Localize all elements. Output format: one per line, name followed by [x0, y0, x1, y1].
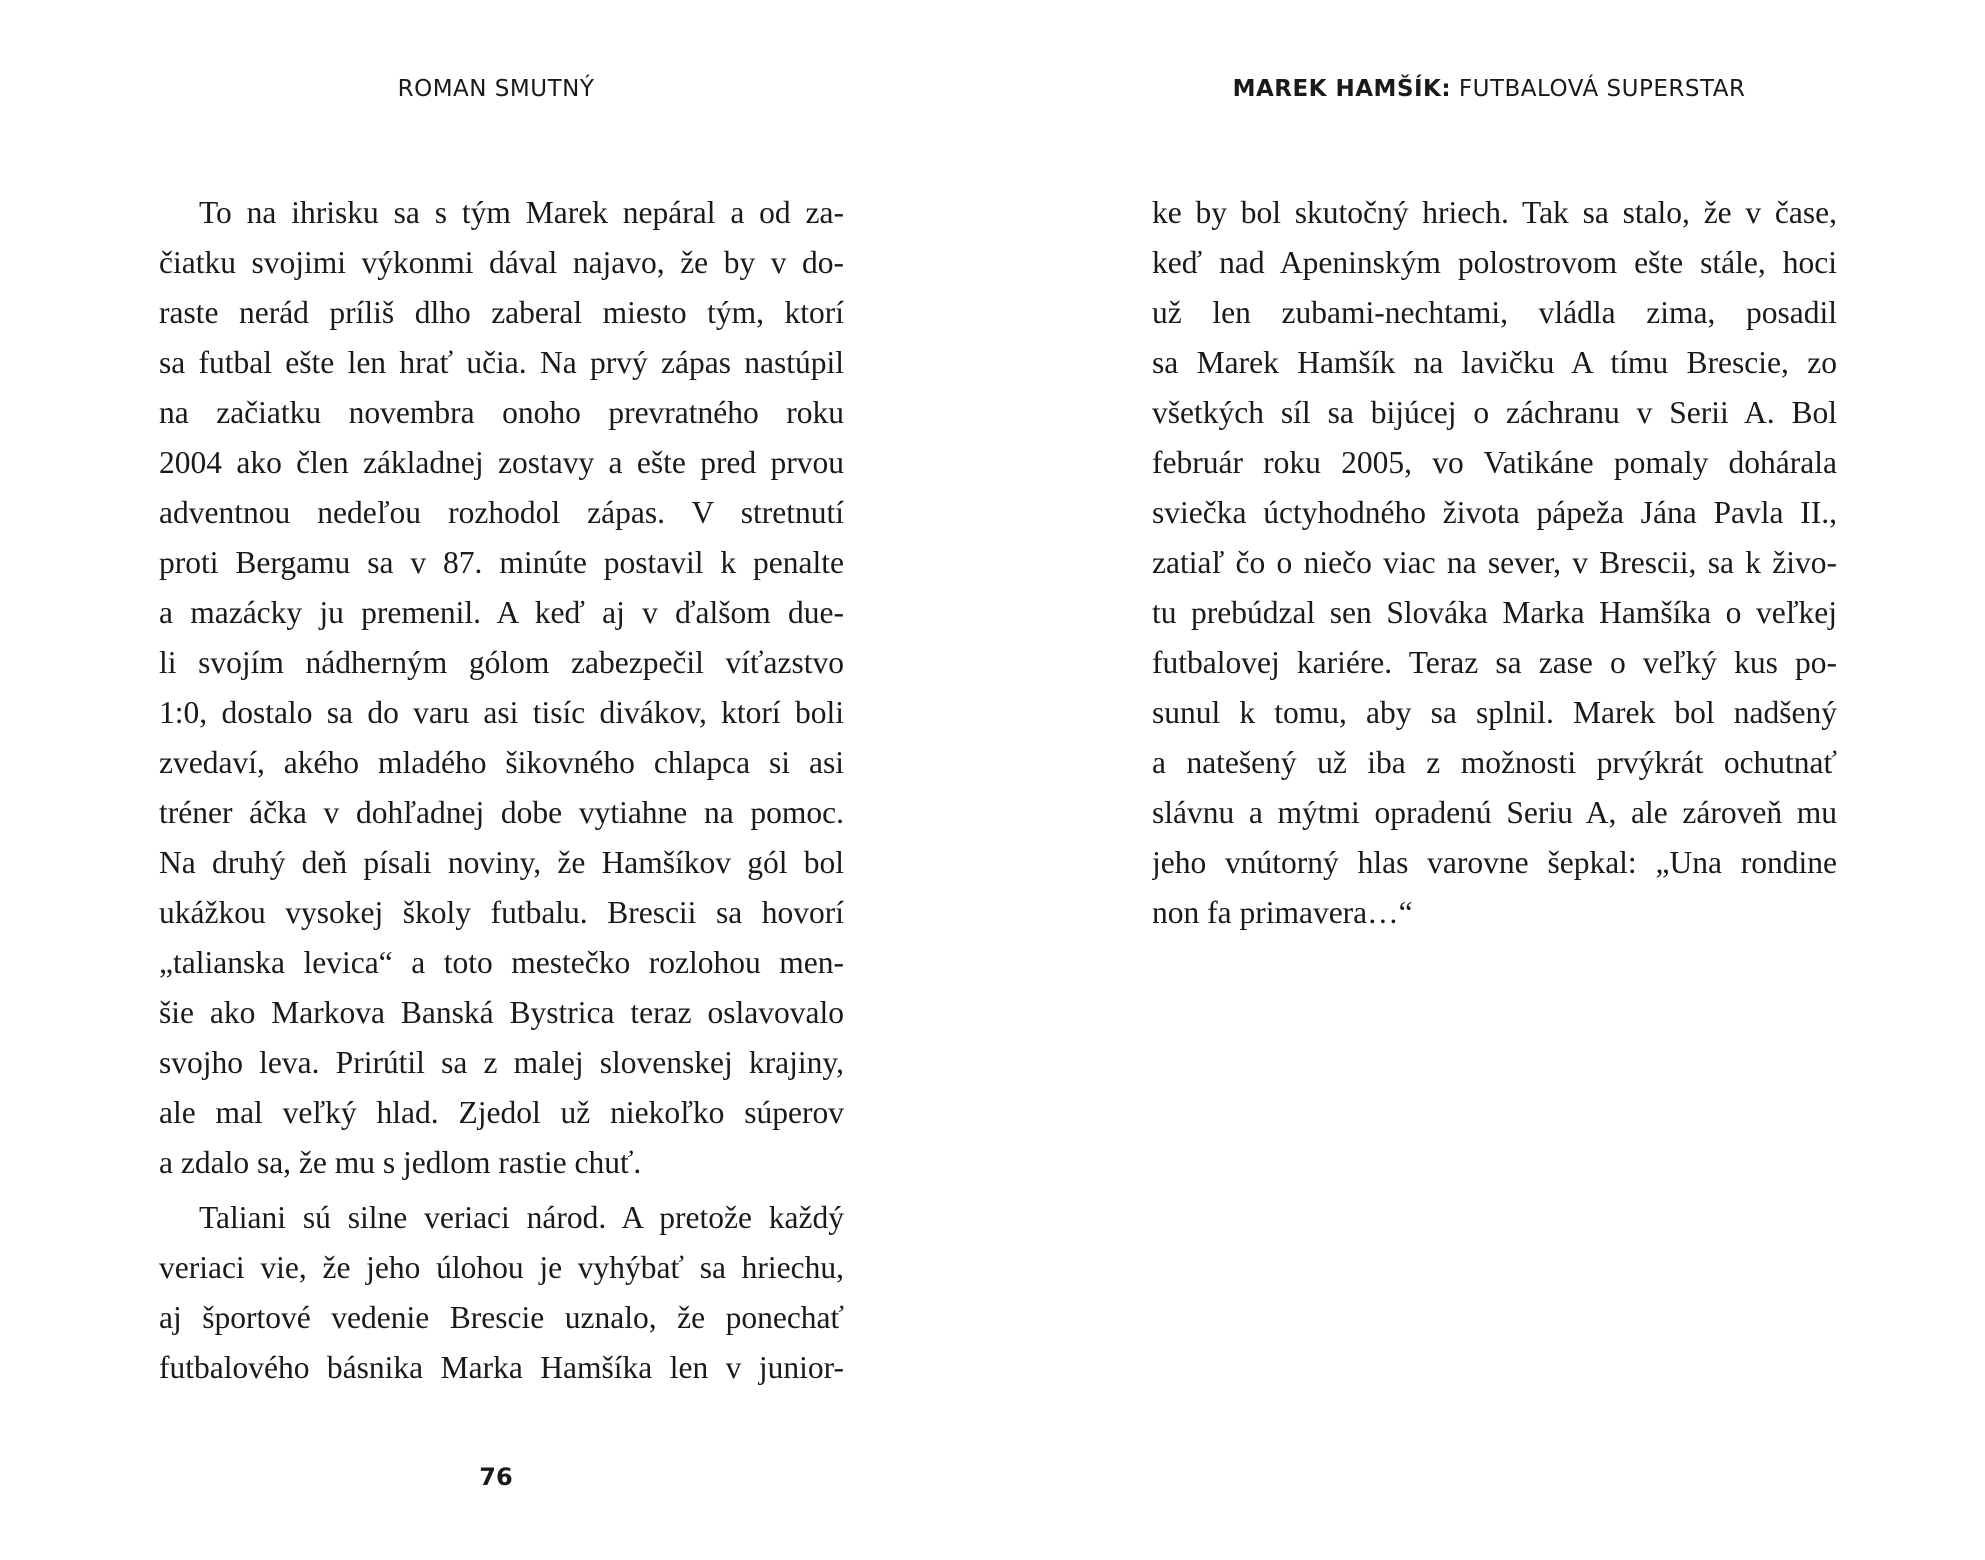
text-line: už len zubami-nechtami, vládla zima, posadil — [1152, 295, 1837, 330]
text-line: sviečka úctyhodného života pápeža Jána Pavla II., — [1152, 495, 1837, 530]
text-line: sunul k tomu, aby sa splnil. Marek bol nadšený — [1152, 695, 1837, 730]
text-line: šie ako Markova Banská Bystrica teraz oslavovalo — [159, 995, 844, 1030]
left-page — [0, 0, 992, 1560]
text-line: ale mal veľký hlad. Zjedol už niekoľko súperov — [159, 1095, 844, 1130]
text-line: 2004 ako člen základnej zostavy a ešte pred prvou — [159, 445, 844, 480]
text-line: raste nerád príliš dlho zaberal miesto tým, ktorí — [159, 295, 844, 330]
text-line: tréner áčka v dohľadnej dobe vytiahne na pomoc. — [159, 795, 844, 830]
text-line: všetkých síl sa bijúcej o záchranu v Serii A. Bol — [1152, 395, 1837, 430]
text-line: a mazácky ju premenil. A keď aj v ďalšom due- — [159, 595, 844, 630]
text-line: čiatku svojimi výkonmi dával najavo, že by v do- — [159, 245, 844, 280]
text-line: non fa primavera…“ — [1152, 895, 1413, 930]
page-number: 76 — [479, 1463, 513, 1491]
text-line: li svojím nádherným gólom zabezpečil víťazstvo — [159, 645, 844, 680]
text-line: aj športové vedenie Brescie uznalo, že ponechať — [159, 1300, 844, 1335]
text-line: jeho vnútorný hlas varovne šepkal: „Una rondine — [1152, 845, 1837, 880]
text-line: na začiatku novembra onoho prevratného roku — [159, 395, 844, 430]
text-line: zvedaví, akého mladého šikovného chlapca si asi — [159, 745, 844, 780]
text-line: slávnu a mýtmi opradenú Seriu A, ale zároveň mu — [1152, 795, 1837, 830]
text-line: svojho leva. Prirútil sa z malej slovenskej krajiny, — [159, 1045, 844, 1080]
text-line: Na druhý deň písali noviny, že Hamšíkov gól bol — [159, 845, 844, 880]
text-line: futbalovej kariére. Teraz sa zase o veľký kus po- — [1152, 645, 1837, 680]
text-line: proti Bergamu sa v 87. minúte postavil k penalte — [159, 545, 844, 580]
text-line: zatiaľ čo o niečo viac na sever, v Brescii, sa k živo- — [1152, 545, 1837, 580]
text-line: futbalového básnika Marka Hamšíka len v junior- — [159, 1350, 844, 1385]
text-line: adventnou nedeľou rozhodol zápas. V stretnutí — [159, 495, 844, 530]
text-line: ke by bol skutočný hriech. Tak sa stalo, že v čase, — [1152, 195, 1837, 230]
text-line: „talianska levica“ a toto mestečko rozlohou men- — [159, 945, 844, 980]
text-line: sa Marek Hamšík na lavičku A tímu Brescie, zo — [1152, 345, 1837, 380]
text-line: február roku 2005, vo Vatikáne pomaly dohárala — [1152, 445, 1837, 480]
text-line: tu prebúdzal sen Slováka Marka Hamšíka o veľkej — [1152, 595, 1837, 630]
right-page — [993, 0, 1985, 1560]
text-line: Taliani sú silne veriaci národ. A pretože každý — [199, 1200, 844, 1235]
running-head-title — [993, 76, 1985, 102]
running-head-title-bold: MAREK HAMŠÍK: — [1232, 76, 1452, 102]
text-line: To na ihrisku sa s tým Marek nepáral a od za- — [199, 195, 844, 230]
text-line: a natešený už iba z možnosti prvýkrát ochutnať — [1152, 745, 1837, 780]
text-line: ukážkou vysokej školy futbalu. Brescii sa hovorí — [159, 895, 844, 930]
text-line: 1:0, dostalo sa do varu asi tisíc divákov, ktorí boli — [159, 695, 844, 730]
text-line: a zdalo sa, že mu s jedlom rastie chuť. — [159, 1145, 642, 1180]
text-line: sa futbal ešte len hrať učia. Na prvý zápas nastúpil — [159, 345, 844, 380]
running-head-author: ROMAN SMUTNÝ — [397, 76, 595, 102]
text-line: keď nad Apeninským polostrovom ešte stále, hoci — [1152, 245, 1837, 280]
running-head-title-rest: FUTBALOVÁ SUPERSTAR — [1451, 76, 1746, 102]
text-line: veriaci vie, že jeho úlohou je vyhýbať sa hriechu, — [159, 1250, 844, 1285]
